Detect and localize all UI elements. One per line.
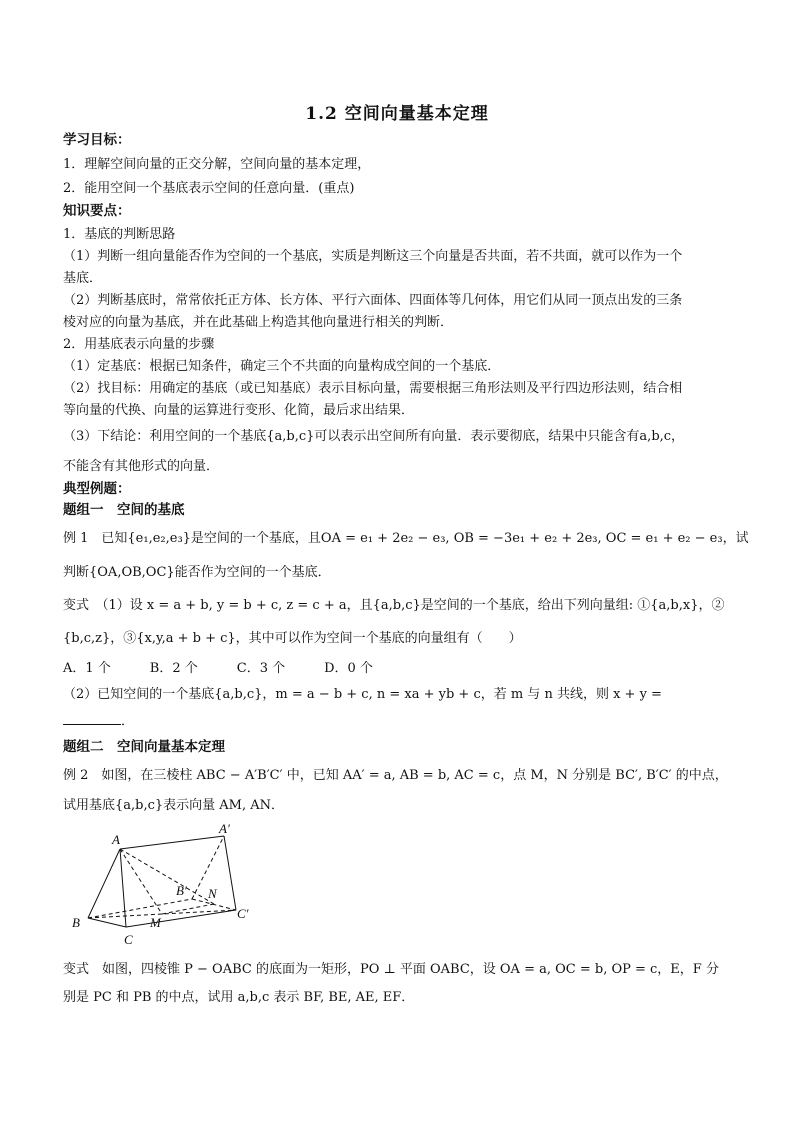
variant2-line: （2）已知空间的一个基底{a,b,c}，m = a − b + c, n = xa + yb + c，若 m 与 n 共线，则 x + y =	[63, 687, 662, 702]
choice-options: A．1 个 B．2 个 C．3 个 D．0 个	[63, 661, 373, 676]
label-B: B	[72, 915, 80, 930]
label-B1: B′	[176, 883, 187, 898]
label-N: N	[208, 886, 217, 901]
example1-line: 判断{OA,OB,OC}能否作为空间的一个基底．	[63, 565, 331, 580]
segment-AN	[120, 849, 214, 904]
edge-AA1	[120, 836, 224, 849]
knowledge-line: 不能含有其他形式的向量．	[63, 459, 220, 474]
knowledge-line: 棱对应的向量为基底，并在此基础上构造其他向量进行相关的判断．	[63, 315, 454, 330]
variant-line: 别是 PC 和 PB 的中点，试用 a,b,c 表示 BF, BE, AE, EF．	[63, 990, 415, 1005]
knowledge-line: （2）判断基底时，常常依托正方体、长方体、平行六面体、四面体等几何体，用它们从同一顶点出发的三条	[63, 293, 683, 308]
objectives-heading: 学习目标：	[63, 132, 131, 148]
knowledge-line: （3）下结论：利用空间的一个基底{a,b,c}可以表示出空间所有向量．表示要彻底，结果中只能含有a,b,c，	[63, 429, 685, 444]
knowledge-line: （1）判断一组向量能否作为空间的一个基底，实质是判断这三个向量是否共面，若不共面，就可以作为一个	[63, 249, 683, 264]
label-A1: A′	[219, 824, 230, 836]
prism-diagram	[66, 824, 266, 954]
label-M: M	[150, 915, 161, 930]
label-C: C	[124, 932, 133, 947]
variant-line: 变式 如图，四棱锥 P − OABC 的底面为一矩形，PO ⊥ 平面 OABC，设 OA = a, OC = b, OP = c，E，F 分	[63, 962, 719, 977]
knowledge-line: 基底．	[63, 271, 103, 286]
group1-heading: 题组一 空间的基底	[63, 502, 185, 518]
label-A: A	[112, 832, 120, 847]
prism-figure	[66, 824, 266, 954]
answer-end: ．	[121, 714, 135, 729]
answer-line	[63, 712, 134, 731]
edge-BC	[88, 918, 126, 927]
group2-heading: 题组二 空间向量基本定理	[63, 739, 225, 755]
page-title: 1.2 空间向量基本定理	[305, 104, 489, 124]
label-C1: C′	[237, 906, 249, 921]
knowledge-heading: 知识要点：	[63, 203, 131, 219]
knowledge-line: （2）找目标：用确定的基底（或已知基底）表示目标向量，需要根据三角形法则及平行四边形法则，结合相	[63, 381, 683, 396]
example1-line: 例 1 已知{e₁,e₂,e₃}是空间的一个基底，且OA = e₁ + 2e₂ − e₃, OB = −3e₁ + e₂ + 2e₃, OC = e₁ + e₂ − e₃，试	[63, 531, 749, 546]
knowledge-line: 等向量的代换、向量的运算进行变形、化简，最后求出结果．	[63, 403, 415, 418]
knowledge-line: 1．基底的判断思路	[63, 227, 176, 242]
edge-AC	[120, 849, 126, 927]
variant1-line: {b,c,z}，③{x,y,a + b + c}，其中可以作为空间一个基底的向量组有（ ）	[63, 631, 522, 646]
example2-line: 例 2 如图，在三棱柱 ABC − A′B′C′ 中，已知 AA′ = a, AB = b, AC = c，点 M，N 分别是 BC′, B′C′ 的中点，	[63, 768, 728, 783]
objective-item: 2．能用空间一个基底表示空间的任意向量．(重点)	[63, 181, 355, 196]
segment-AM	[120, 849, 162, 914]
edge-A1C1	[224, 836, 236, 910]
answer-blank[interactable]	[63, 712, 121, 725]
objective-item: 1．理解空间向量的正交分解，空间向量的基本定理，	[63, 157, 371, 172]
variant1-line: 变式 （1）设 x = a + b, y = b + c, z = c + a，且{a,b,c}是空间的一个基底，给出下列向量组: ①{a,b,x}，②	[63, 598, 725, 613]
example2-line: 试用基底{a,b,c}表示向量 AM, AN．	[63, 798, 285, 813]
knowledge-line: （1）定基底：根据已知条件，确定三个不共面的向量构成空间的一个基底．	[63, 359, 501, 374]
edge-AB	[88, 849, 120, 918]
knowledge-line: 2．用基底表示向量的步骤	[63, 337, 215, 352]
examples-heading: 典型例题：	[63, 481, 131, 497]
